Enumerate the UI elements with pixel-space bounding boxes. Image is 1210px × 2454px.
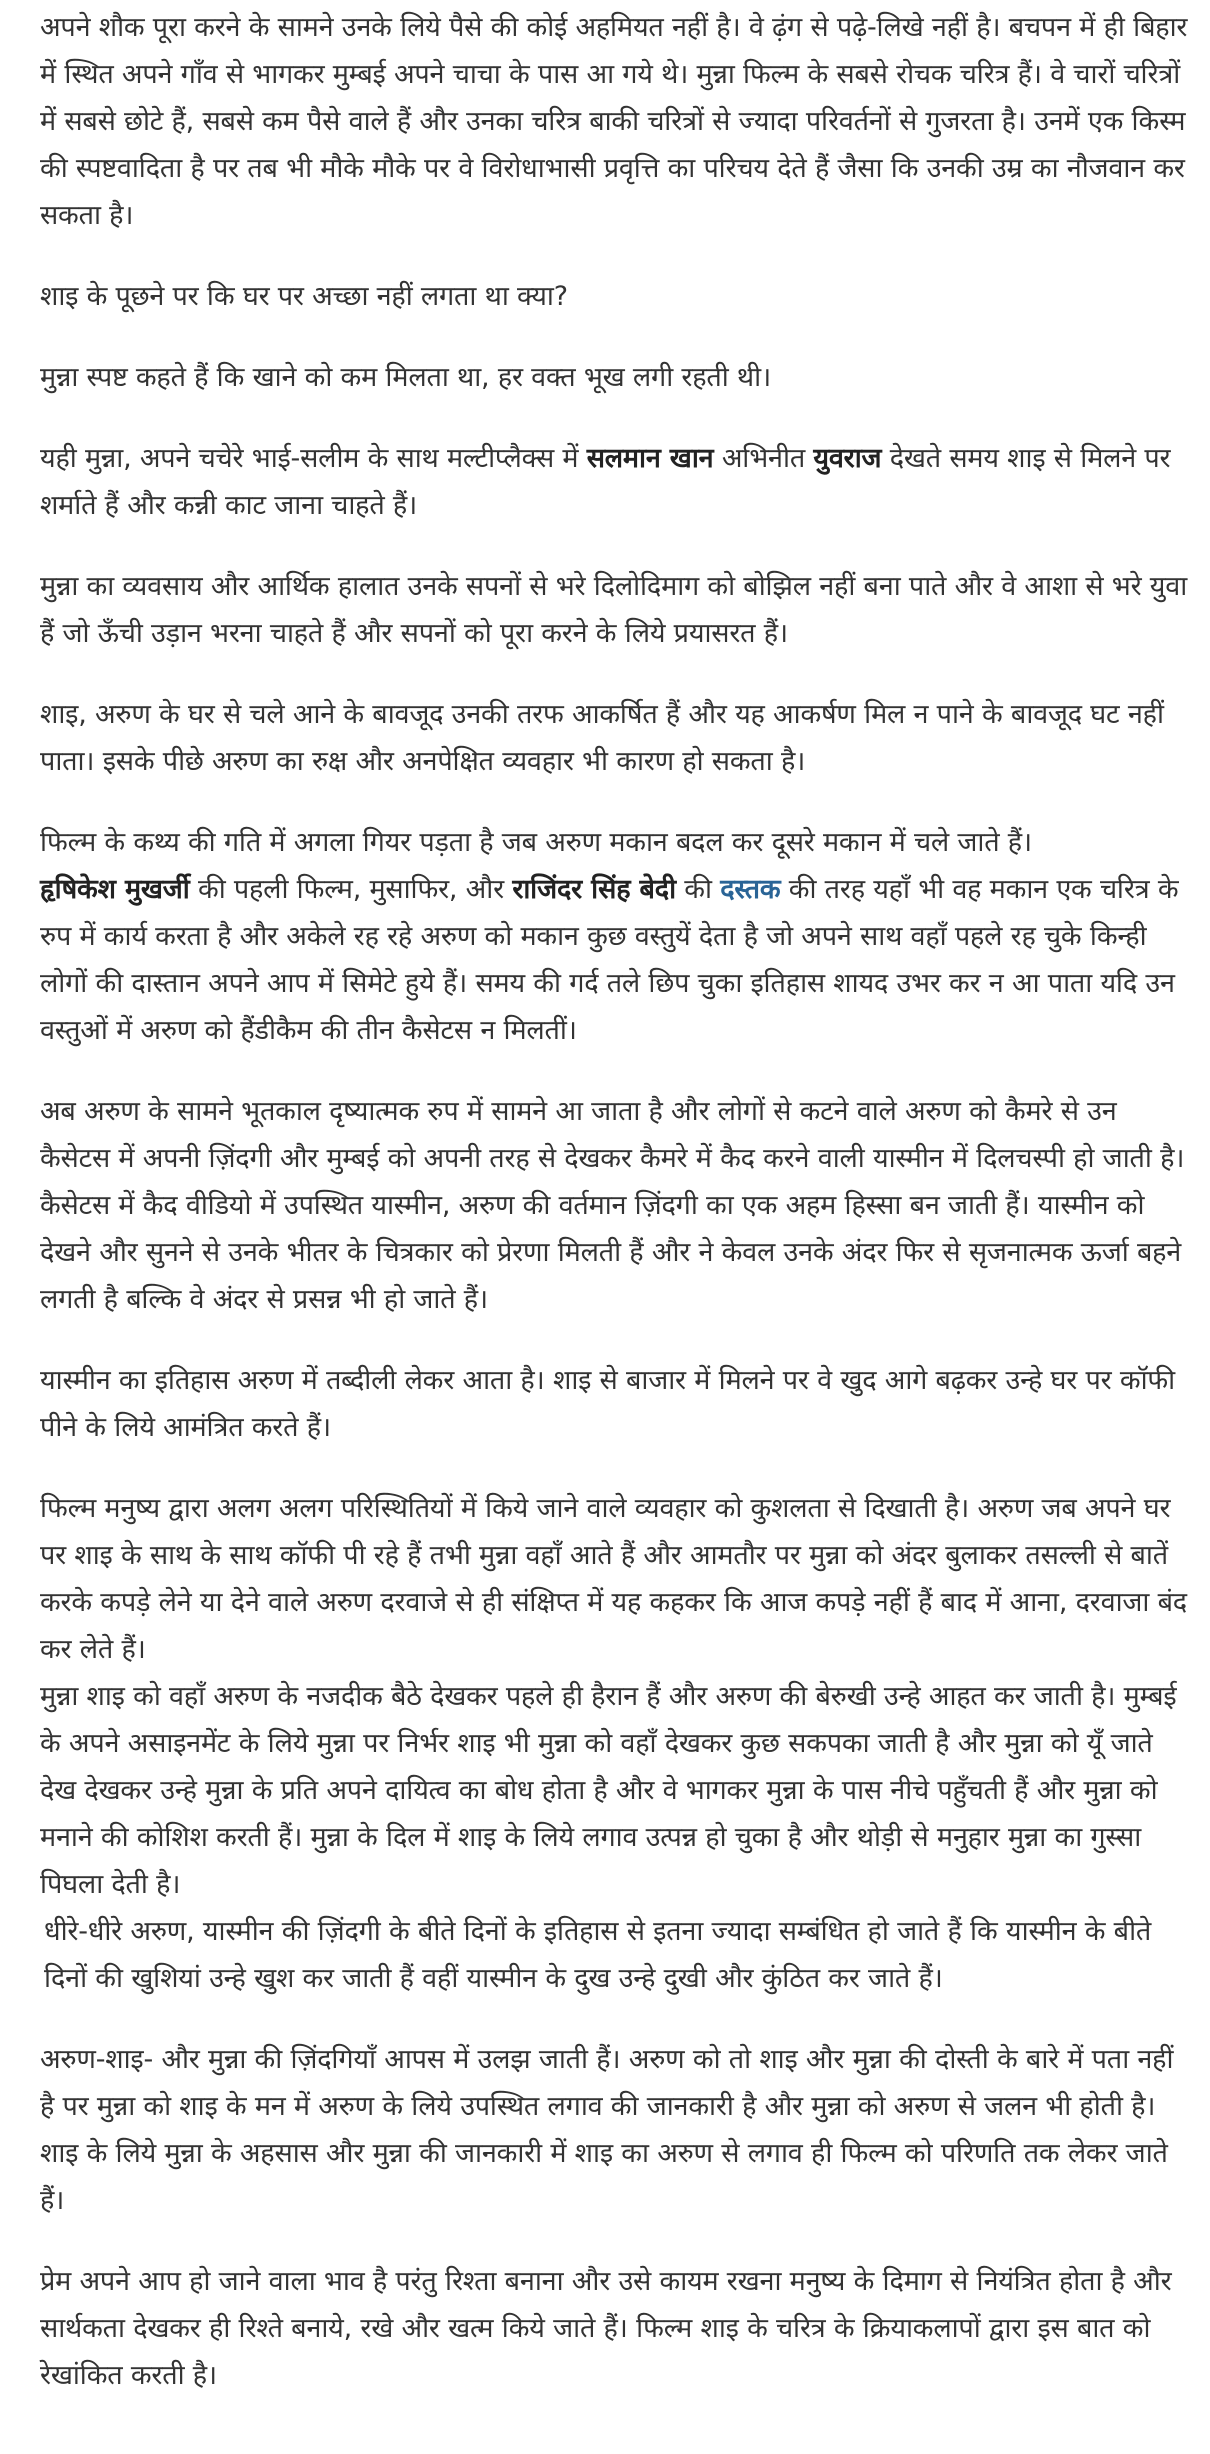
paragraph-text: यही मुन्ना, अपने चचेरे भाई-सलीम के साथ मल्टीप्लैक्स में bbox=[40, 443, 587, 474]
paragraph-text: फिल्म मनुष्य द्वारा अलग अलग परिस्थितियों में किये जाने वाले व्यवहार को कुशलता से दिखाती है। अरुण जब अपने घर पर शाइ के साथ के साथ कॉफी पी रहे हैं तभी मुन्ना वहाँ आते हैं और आमतौर पर मुन्ना को अंदर बुलाकर तसल्ली से बातें करके कपड़े लेने या देने वाले अरुण दरवाजे से ही संक्षिप्त में यह कहकर कि आज कपड़े नहीं हैं बाद में आना, दरवाजा बंद कर लेते हैं। bbox=[40, 1493, 1187, 1665]
article-paragraph bbox=[40, 819, 1190, 1054]
paragraph-text: की तरह यहाँ भी वह मकान एक चरित्र के रुप में कार्य करता है और अकेले रह रहे अरुण को मकान कुछ वस्तुयें देता है जो अपने साथ वहाँ पहले रह चुके किन्ही लोगों की दास्तान अपने आप में सिमेटे हुये हैं। समय की गर्द तले छिप चुका इतिहास शायद उभर कर न आ पाता यदि उन वस्तुओं में अरुण को हैंडीकैम की तीन कैसेटस न मिलतीं। bbox=[40, 874, 1179, 1046]
film-title-link[interactable]: दस्तक bbox=[720, 874, 781, 905]
article-paragraph bbox=[40, 354, 1190, 401]
bold-name-text: युवराज bbox=[813, 443, 882, 474]
paragraph-text: अरुण-शाइ- और मुन्ना की ज़िंदगियाँ आपस में उलझ जाती हैं। अरुण को तो शाइ और मुन्ना की दोस्ती के बारे में पता नहीं है पर मुन्ना को शाइ के मन में अरुण के लिये उपस्थित लगाव की जानकारी है और मुन्ना को अरुण से जलन भी होती है। शाइ के लिये मुन्ना के अहसास और मुन्ना की जानकारी में शाइ का अरुण से लगाव ही फिल्म को परिणति तक लेकर जाते हैं। bbox=[40, 2044, 1174, 2216]
article-paragraph bbox=[40, 435, 1190, 529]
bold-name-text: सलमान खान bbox=[586, 443, 714, 474]
paragraph-text: देखते समय शाइ से मिलने पर शर्माते हैं और कन्नी काट जाना चाहते हैं। bbox=[40, 443, 1171, 521]
paragraph-text: धीरे-धीरे अरुण, यास्मीन की ज़िंदगी के बीते दिनों के इतिहास से इतना ज्यादा सम्बंधित हो जाते हैं कि यास्मीन के बीते दिनों की खुशियां उन्हे खुश कर जाती हैं वहीं यास्मीन के दुख उन्हे दुखी और कुंठित कर जाते हैं। bbox=[44, 1916, 1152, 1994]
article-paragraph bbox=[40, 563, 1190, 657]
article-paragraph bbox=[40, 1485, 1190, 1673]
article-paragraph bbox=[40, 2036, 1190, 2224]
paragraph-text: फिल्म के कथ्य की गति में अगला गियर पड़ता है जब अरुण मकान बदल कर दूसरे मकान में चले जाते हैं। bbox=[40, 827, 1032, 858]
paragraph-text: मुन्ना शाइ को वहाँ अरुण के नजदीक बैठे देखकर पहले ही हैरान हैं और अरुण की बेरुखी उन्हे आहत कर जाती है। मुम्बई के अपने असाइनमेंट के लिये मुन्ना पर निर्भर शाइ भी मुन्ना को वहाँ देखकर कुछ सकपका जाती है और मुन्ना को यूँ जाते देख देखकर उन्हे मुन्ना के प्रति अपने दायित्व का बोध होता है और वे भागकर मुन्ना के पास नीचे पहुँचती हैं और मुन्ना को मनाने की कोशिश करती हैं। मुन्ना के दिल में शाइ के लिये लगाव उत्पन्न हो चुका है और थोड़ी से मनुहार मुन्ना का गुस्सा पिघला देती है। bbox=[40, 1681, 1177, 1900]
paragraph-text: प्रेम अपने आप हो जाने वाला भाव है परंतु रिश्ता बनाना और उसे कायम रखना मनुष्य के दिमाग से नियंत्रित होता है और सार्थकता देखकर ही रिश्ते बनाये, रखे और खत्म किये जाते हैं। फिल्म शाइ के चरित्र के क्रियाकलापों द्वारा इस बात को रेखांकित करती है। bbox=[40, 2266, 1172, 2391]
bold-name-text: राजिंदर सिंह बेदी bbox=[512, 874, 676, 905]
paragraph-text: अब अरुण के सामने भूतकाल दृष्यात्मक रुप में सामने आ जाता है और लोगों से कटने वाले अरुण को कैमरे से उन कैसेटस में अपनी ज़िंदगी और मुम्बई को अपनी तरह से देखकर कैमरे में कैद करने वाली यास्मीन में दिलचस्पी हो जाती है। कैसेटस में कैद वीडियो में उपस्थित यास्मीन, अरुण की वर्तमान ज़िंदगी का एक अहम हिस्सा बन जाती हैं। यास्मीन को देखने और सुनने से उनके भीतर के चित्रकार को प्रेरणा मिलती हैं और ने केवल उनके अंदर फिर से सृजनात्मक ऊर्जा बहने लगती है बल्कि वे अंदर से प्रसन्न भी हो जाते हैं। bbox=[40, 1096, 1185, 1315]
article-paragraph bbox=[40, 691, 1190, 785]
paragraph-text: अपने शौक पूरा करने के सामने उनके लिये पैसे की कोई अहमियत नहीं है। वे ढ़ंग से पढ़े-लिखे नहीं है। बचपन में ही बिहार में स्थित अपने गाँव से भागकर मुम्बई अपने चाचा के पास आ गये थे। मुन्ना फिल्म के सबसे रोचक चरित्र हैं। वे चारों चरित्रों में सबसे छोटे हैं, सबसे कम पैसे वाले हैं और उनका चरित्र बाकी चरित्रों से ज्यादा परिवर्तनों से गुजरता है। उनमें एक किस्म की स्पष्टवादिता है पर तब भी मौके मौके पर वे विरोधाभासी प्रवृत्ति का परिचय देते हैं जैसा कि उनकी उम्र का नौजवान कर सकता है। bbox=[40, 12, 1188, 231]
paragraph-text: अभिनीत bbox=[713, 443, 814, 474]
paragraph-text: शाइ के पूछने पर कि घर पर अच्छा नहीं लगता था क्या? bbox=[40, 281, 568, 312]
article-paragraph bbox=[40, 1088, 1190, 1323]
paragraph-text: मुन्ना का व्यवसाय और आर्थिक हालात उनके सपनों से भरे दिलोदिमाग को बोझिल नहीं बना पाते और वे आशा से भरे युवा हैं जो ऊँची उड़ान भरना चाहते हैं और सपनों को पूरा करने के लिये प्रयासरत हैं। bbox=[40, 571, 1188, 649]
paragraph-text: की पहली फिल्म, मुसाफिर, और bbox=[189, 874, 513, 905]
paragraph-text: यास्मीन का इतिहास अरुण में तब्दीली लेकर आता है। शाइ से बाजार में मिलने पर वे खुद आगे बढ़कर उन्हे घर पर कॉफी पीने के लिये आमंत्रित करते हैं। bbox=[40, 1365, 1175, 1443]
paragraph-text: शाइ, अरुण के घर से चले आने के बावजूद उनकी तरफ आकर्षित हैं और यह आकर्षण मिल न पाने के बावजूद घट नहीं पाता। इसके पीछे अरुण का रुक्ष और अनपेक्षित व्यवहार भी कारण हो सकता है। bbox=[40, 699, 1164, 777]
article-paragraph bbox=[40, 4, 1190, 239]
article-paragraph bbox=[40, 1357, 1190, 1451]
bold-name-text: हृषिकेश मुखर्जी bbox=[40, 874, 190, 905]
paragraph-text: की bbox=[675, 874, 721, 905]
article-paragraph bbox=[40, 1673, 1190, 1908]
article-paragraph bbox=[40, 273, 1190, 320]
article-paragraph bbox=[40, 2258, 1190, 2399]
paragraph-text: मुन्ना स्पष्ट कहते हैं कि खाने को कम मिलता था, हर वक्त भूख लगी रहती थी। bbox=[40, 362, 771, 393]
article-paragraph bbox=[44, 1908, 1190, 2002]
